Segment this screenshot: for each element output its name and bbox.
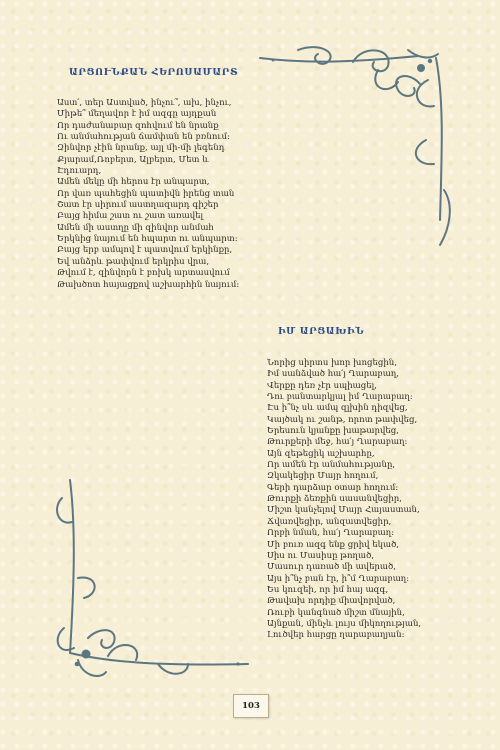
poem-line: Միթե՞ մեղավոր է իմ ազգը այդքան (57, 109, 217, 120)
poem-line: Ռուբի կանգնած միշտ մնային, (267, 607, 405, 618)
page-number: 103 (233, 694, 269, 718)
poem-line: Թախծոտ հայացքով աշխարհին նայում: (57, 279, 240, 290)
poem-line: Թավախ որդիք միավորված, (267, 596, 396, 607)
poem-line: Թուրքի ձեռքին սասանվեցիր, (267, 494, 402, 505)
poem-line: Շատ էր սիրում աստղազարդ գիշեր (57, 200, 219, 211)
poem-line: Ես կուզեի, որ իմ հայ ազգ, (267, 584, 389, 595)
poem-line: Որ ամեն էր անմահությանը, (267, 460, 396, 471)
poem-1-text (57, 98, 239, 291)
poem-line: Զինվոր չէին նրանք, այլ մի-մի լեգենդ (57, 143, 225, 154)
poem-line: Այս ի՞նչ բան էր, ի՞մ Ղարաբաղ: (267, 573, 410, 584)
poem-line: Եվ անձրև թափվում երկրիս վրա, (57, 256, 210, 267)
poem-line: Բայց հիմա շատ ու շատ առավել (57, 211, 204, 222)
poem-line: Ճվառվեցիր, անզատվեցիր, (267, 516, 392, 527)
poem-line: Ամեն մի աստղը մի զինվոր անմահ (57, 222, 214, 233)
poem-line: Աստ՛, տեր Աստված, ինչու՞, ախ, ինչու, (57, 98, 232, 108)
poem-line: Իմ սանձված հա՛յ Ղարաբաղ, (267, 369, 399, 380)
poem-line: Որ վառ պահեցին պատիվն իրենց տան (57, 188, 235, 199)
poem-line: Քյարամ,Ռոբերտ, Ալբերտ, Մետ և (57, 154, 209, 165)
poem-line: Բայց երբ ամպով է պատվում երկինքը, (57, 245, 233, 256)
poem-line: Թուրքերի մեջ, հա՛յ Ղարաբաղ: (267, 437, 408, 448)
poem-line: Երկնից նայում են հպարտ ու անպարտ: (57, 234, 238, 245)
poem-line: Էս ի՞նչ սև ամպ զլխին դիզվեց, (267, 403, 408, 414)
corner-ornament-bottom-icon (48, 478, 253, 688)
poem-line: Էդուարդ, (57, 166, 102, 177)
poem-line: Կայծակ ու շանթ, որոտ թափվեց, (267, 414, 418, 425)
poem-line: Գերի դարձար օտար հողում: (267, 482, 399, 493)
poem-line: Նորից սիրտս խոր խոցեցին, (267, 358, 397, 368)
poem-line: Մի բուռ ազգ ենք ցրիվ եկած, (267, 539, 400, 550)
poem-line: Թվում է, զինվորն է բոխկ արտասվում (57, 268, 230, 279)
poem-line: Որ դաժանաբար զոհվում են նրանք (57, 120, 219, 131)
poem-line: Միշտ կանչելով Մայր Հայաստան, (267, 505, 420, 516)
poem-line: Վերքը դեռ չէր սպիացել, (267, 380, 377, 391)
poem-line: Մասուր դառած մի ավերած, (267, 562, 397, 573)
poem-line: Այն զեթեցիկ աշխարհը, (267, 448, 375, 459)
poem-line: Զկակեցիր Մայր հողում, (267, 471, 379, 482)
poem-line: Ամեն մեկը մի հերոս էր անպարտ, (57, 177, 210, 188)
poem-line: Սիս ու Մասիսը թողած, (267, 550, 375, 561)
poem-line: Երեսուն կյանքը խաթարվեց, (267, 426, 399, 437)
poem-line: Լուծվեր հարցը ղարաբաղյան: (267, 630, 405, 641)
poem-line: Ու անմահության ճամփան են բռնում: (57, 132, 230, 143)
corner-ornament-top-icon (258, 40, 458, 250)
poem-2-title: ԻՄ ԱՐՑԱԽԻՆ (278, 326, 365, 337)
poem-2-text (267, 358, 421, 642)
poem-1-title: ԱՐՑՈՒՆՔԱՆ ՀԵՐՈՍԱՄԱՐՏ (69, 67, 239, 78)
poem-line: Դու բանտարկյալ իմ Ղարաբաղ: (267, 392, 413, 403)
poem-line: Որբի նման, հա՛յ Ղարաբաղ: (267, 528, 395, 539)
poem-line: Այնքան, մինչև լույս միկողության, (267, 618, 422, 629)
